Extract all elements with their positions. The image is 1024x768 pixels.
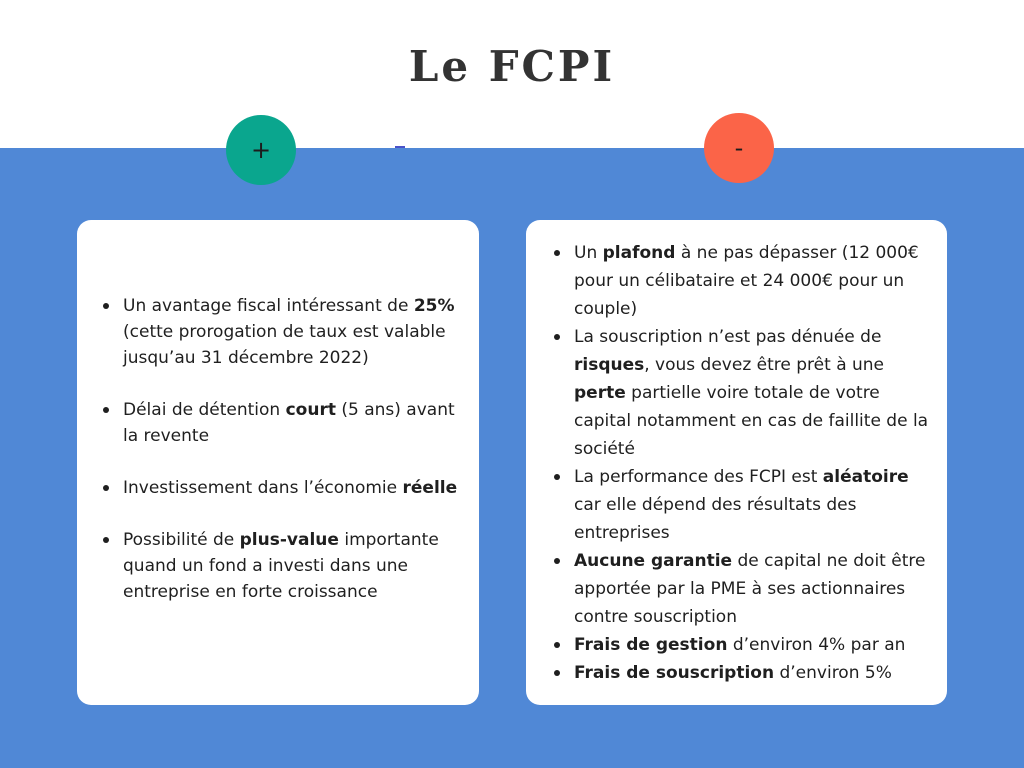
minus-icon: -	[734, 134, 744, 162]
disadvantage-item: La performance des FCPI est aléatoire car elle dépend des résultats des entreprises	[548, 463, 937, 547]
disadvantage-item: Un plafond à ne pas dépasser (12 000€ pour un célibataire et 24 000€ pour un couple)	[548, 239, 937, 323]
plus-icon: +	[250, 136, 272, 164]
advantage-item: Possibilité de plus-value importante quand un fond a investi dans une entreprise en forte croissance	[97, 527, 465, 605]
disadvantage-item: La souscription n’est pas dénuée de risques, vous devez être prêt à une perte partielle voire totale de votre capital notamment en cas de faillite de la société	[548, 323, 937, 463]
disadvantages-card	[526, 220, 947, 705]
advantages-list	[97, 293, 465, 605]
advantage-item: Délai de détention court (5 ans) avant la revente	[97, 397, 465, 449]
minus-badge	[704, 113, 774, 183]
disadvantages-list	[548, 239, 937, 687]
page-title: Le FCPI	[408, 42, 616, 91]
disadvantage-item: Frais de souscription d’environ 5%	[548, 659, 937, 687]
plus-badge	[226, 115, 296, 185]
disadvantage-item: Frais de gestion d’environ 4% par an	[548, 631, 937, 659]
decorative-dash	[395, 146, 405, 148]
advantages-card	[77, 220, 479, 705]
disadvantage-item: Aucune garantie de capital ne doit être apportée par la PME à ses actionnaires contre souscription	[548, 547, 937, 631]
advantage-item: Un avantage fiscal intéressant de 25% (cette prorogation de taux est valable jusqu’au 31 décembre 2022)	[97, 293, 465, 371]
advantage-item: Investissement dans l’économie réelle	[97, 475, 465, 501]
